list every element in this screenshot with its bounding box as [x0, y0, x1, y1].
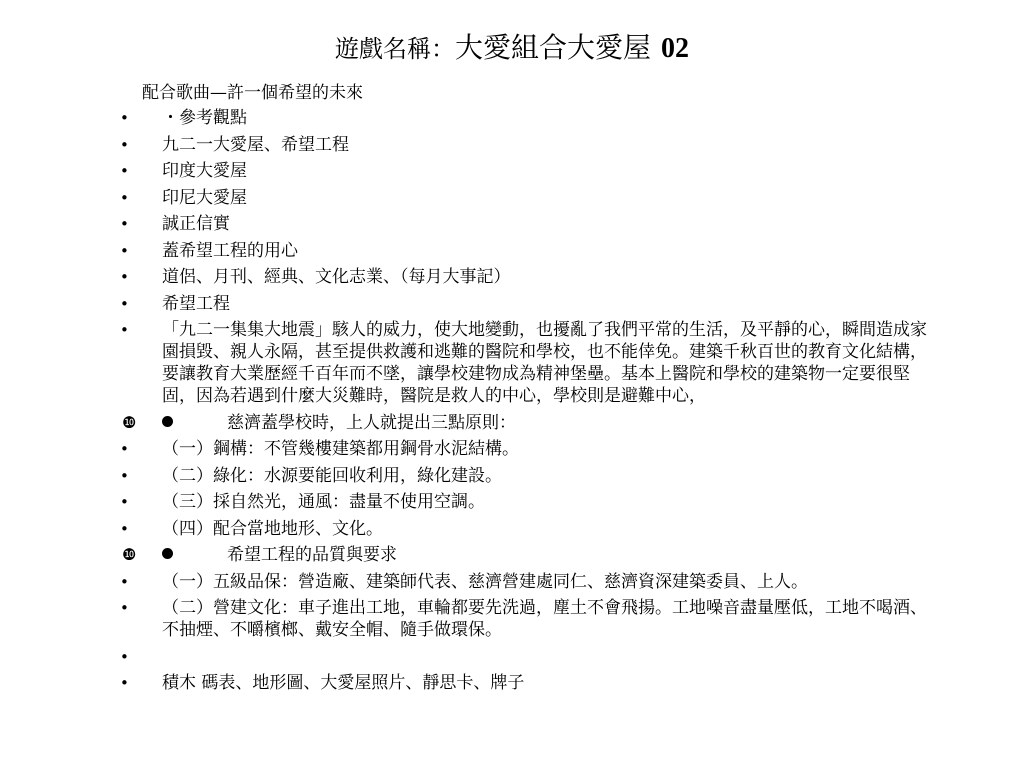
bullet-icon: • [120, 519, 129, 538]
filled-circle-icon [162, 416, 173, 427]
item-text: （二）營建文化：車子進出工地，車輪都要先洗過，塵土不會飛揚。工地噪音盡量壓低，工地不喝酒、不抽煙、不嚼檳榔、戴安全帽、隨手做環保。 [162, 598, 927, 640]
item-text: 印度大愛屋 [162, 161, 247, 181]
item-text: （四）配合當地地形、文化。 [162, 518, 383, 539]
title-main: 大愛組合大愛屋 [454, 31, 651, 64]
item-text: 道侶、月刊、經典、文化志業、（每月大事記） [162, 267, 511, 287]
title-number: 02 [661, 33, 689, 64]
item-text: 希望工程的品質與要求 [227, 545, 397, 565]
item-text: （二）綠化：水源要能回收利用，綠化建設。 [162, 465, 502, 486]
item-text: 誠正信實 [162, 214, 230, 234]
list-item-heading [0, 544, 1024, 571]
list-item [0, 672, 1024, 699]
bullet-icon: • [120, 294, 129, 313]
numbered-circle-icon: ❿ [122, 412, 137, 432]
list-item [0, 266, 1024, 293]
item-text: 蓋希望工程的用心 [162, 240, 298, 261]
list-item [0, 213, 1024, 240]
list-item [0, 134, 1024, 161]
slide-title [0, 24, 1024, 73]
filled-circle-icon [162, 548, 173, 559]
bullet-icon: • [120, 321, 129, 339]
list-item-paragraph [0, 319, 1024, 407]
bullet-icon: • [120, 647, 129, 666]
bullet-icon: • [120, 268, 129, 286]
item-text: （一）五級品保：營造廠、建築師代表、慈濟營建處同仁、慈濟資深建築委員、上人。 [162, 571, 808, 592]
bullet-icon: • [120, 188, 129, 207]
list-item [0, 240, 1024, 267]
item-text: 「九二一集集大地震」駭人的威力，使大地變動，也擾亂了我們平常的生活，及平靜的心，瞬間造成家園損毀、親人永隔，甚至提供救護和逃難的醫院和學校，也不能倖免。建築千秋百世的教育文化結構，要讓教育大業歷經千百年而不墜，讓學校建物成為精神堡壘。基本上醫院和學校的建築物一定要很堅固，因為若遇到什麼大災難時，醫院是救人的中心，學校則是避難中心， [162, 320, 927, 406]
item-text: （一）鋼構：不管幾樓建築都用鋼骨水泥結構。 [162, 439, 519, 459]
title-prefix: 遊戲名稱： [334, 35, 455, 63]
bullet-icon: • [120, 109, 129, 127]
item-text: 慈濟蓋學校時，上人就提出三點原則： [227, 412, 516, 433]
list-item [0, 518, 1024, 545]
item-text: 希望工程 [162, 293, 230, 314]
list-item [0, 160, 1024, 187]
bullet-icon: • [120, 241, 129, 260]
bullet-icon: • [120, 215, 129, 233]
intro-line: 配合歌曲—許一個希望的未來 [142, 83, 363, 103]
list-item [0, 438, 1024, 465]
item-text: 積木 碼表、地形圖、大愛屋照片、靜思卡、牌子 [162, 673, 525, 693]
item-text: 九二一大愛屋、希望工程 [162, 134, 349, 155]
bullet-list [0, 107, 1024, 699]
list-item [0, 571, 1024, 598]
item-text: （三）採自然光，通風：盡量不使用空調。 [162, 492, 485, 512]
bullet-icon: • [120, 572, 129, 591]
list-item [0, 293, 1024, 320]
list-item-heading [0, 412, 1024, 439]
list-item [0, 187, 1024, 214]
bullet-icon: • [120, 440, 129, 458]
item-text: 印尼大愛屋 [162, 187, 247, 208]
numbered-circle-icon: ❿ [122, 545, 137, 564]
bullet-icon: • [120, 674, 129, 692]
bullet-icon: • [120, 466, 129, 485]
bullet-icon: • [120, 599, 129, 617]
bullet-icon: • [120, 493, 129, 511]
item-text: ・參考觀點 [162, 108, 247, 128]
bullet-icon: • [120, 135, 129, 154]
list-item [0, 597, 1024, 641]
list-item-empty [0, 646, 1024, 673]
list-item [0, 107, 1024, 134]
bullet-icon: • [120, 162, 129, 180]
list-item [0, 491, 1024, 518]
list-item [0, 465, 1024, 492]
